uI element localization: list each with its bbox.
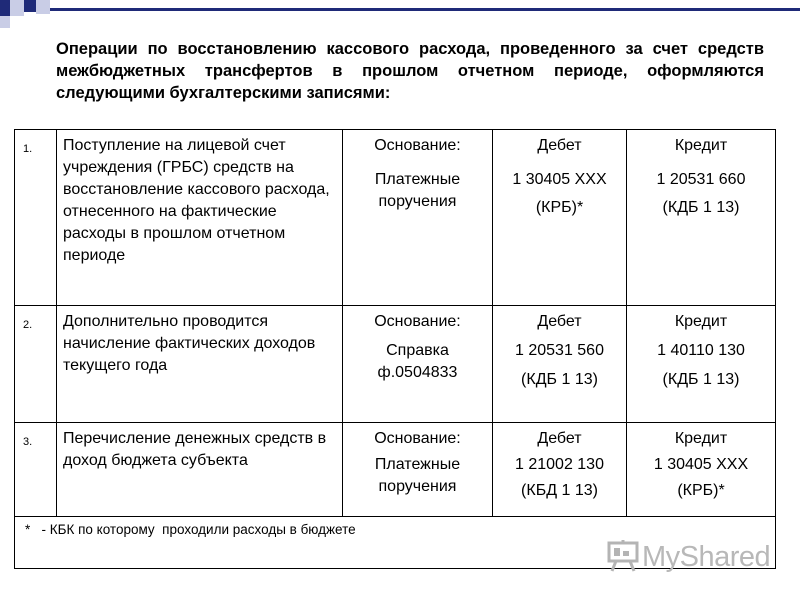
debit-label: Дебет (537, 137, 582, 154)
operation-description: Дополнительно проводится начисление фактических доходов текущего года (57, 306, 343, 423)
footnote: * - КБК по которому проходили расходы в бюджете (15, 517, 776, 569)
credit-account: 1 20531 660 (656, 171, 746, 188)
credit-code: (КРБ)* (677, 482, 725, 499)
debit-code: (КБД 1 13) (521, 482, 598, 499)
debit-account: 1 30405 ХХХ (512, 171, 607, 188)
table-row (15, 423, 776, 517)
credit-label: Кредит (674, 430, 728, 447)
debit-label: Дебет (537, 313, 582, 330)
credit-code: (КДБ 1 13) (662, 371, 740, 388)
accounting-entries-table (14, 129, 776, 569)
row-number: 3. (15, 423, 57, 517)
debit-cell (493, 306, 627, 423)
credit-cell (627, 130, 776, 306)
basis-cell (343, 423, 493, 517)
credit-code: (КДБ 1 13) (662, 199, 740, 216)
corner-square-dark (0, 0, 10, 16)
debit-account: 1 21002 130 (515, 456, 604, 473)
presentation-board-icon (606, 540, 640, 572)
watermark-text: MyShared (642, 541, 771, 573)
operation-description: Поступление на лицевой счет учреждения (ГРБС) средств на восстановление кассового расхода, отнесенного на фактические расходы в прошлом отчетном периоде (57, 130, 343, 306)
row-number: 1. (15, 130, 57, 306)
credit-cell (627, 306, 776, 423)
debit-cell (493, 423, 627, 517)
corner-square-dark-small (24, 0, 36, 12)
credit-label: Кредит (674, 313, 728, 330)
corner-square-light-right (36, 0, 50, 14)
corner-square-light (10, 0, 24, 16)
row-number: 2. (15, 306, 57, 423)
basis-label: Основание: (374, 313, 461, 330)
debit-account: 1 20531 560 (515, 342, 604, 359)
table-row (15, 306, 776, 423)
debit-cell (493, 130, 627, 306)
operation-description: Перечисление денежных средств в доход бюджета субъекта (57, 423, 343, 517)
debit-code: (КРБ)* (535, 199, 584, 216)
credit-cell (627, 423, 776, 517)
basis-cell (343, 306, 493, 423)
basis-value: Платежные поручения (374, 171, 461, 210)
basis-value: Справка ф.0504833 (377, 342, 458, 381)
corner-square-white (10, 16, 24, 30)
basis-label: Основание: (374, 430, 461, 447)
credit-account: 1 40110 130 (657, 342, 745, 359)
basis-value: Платежные поручения (374, 456, 461, 495)
watermark (606, 538, 776, 578)
credit-label: Кредит (674, 137, 728, 154)
debit-code: (КДБ 1 13) (521, 371, 598, 388)
table-row (15, 130, 776, 306)
top-rule-line (50, 8, 800, 11)
debit-label: Дебет (537, 430, 582, 447)
basis-label: Основание: (374, 137, 461, 154)
credit-account: 1 30405 ХХХ (653, 456, 749, 473)
slide-heading: Операции по восстановлению кассового расхода, проведенного за счет средств межбюджетных трансфертов в прошлом отчетном периоде, оформляются следующими бухгалтерскими записями: (56, 40, 764, 102)
corner-square-light-small (0, 16, 10, 28)
basis-cell (343, 130, 493, 306)
